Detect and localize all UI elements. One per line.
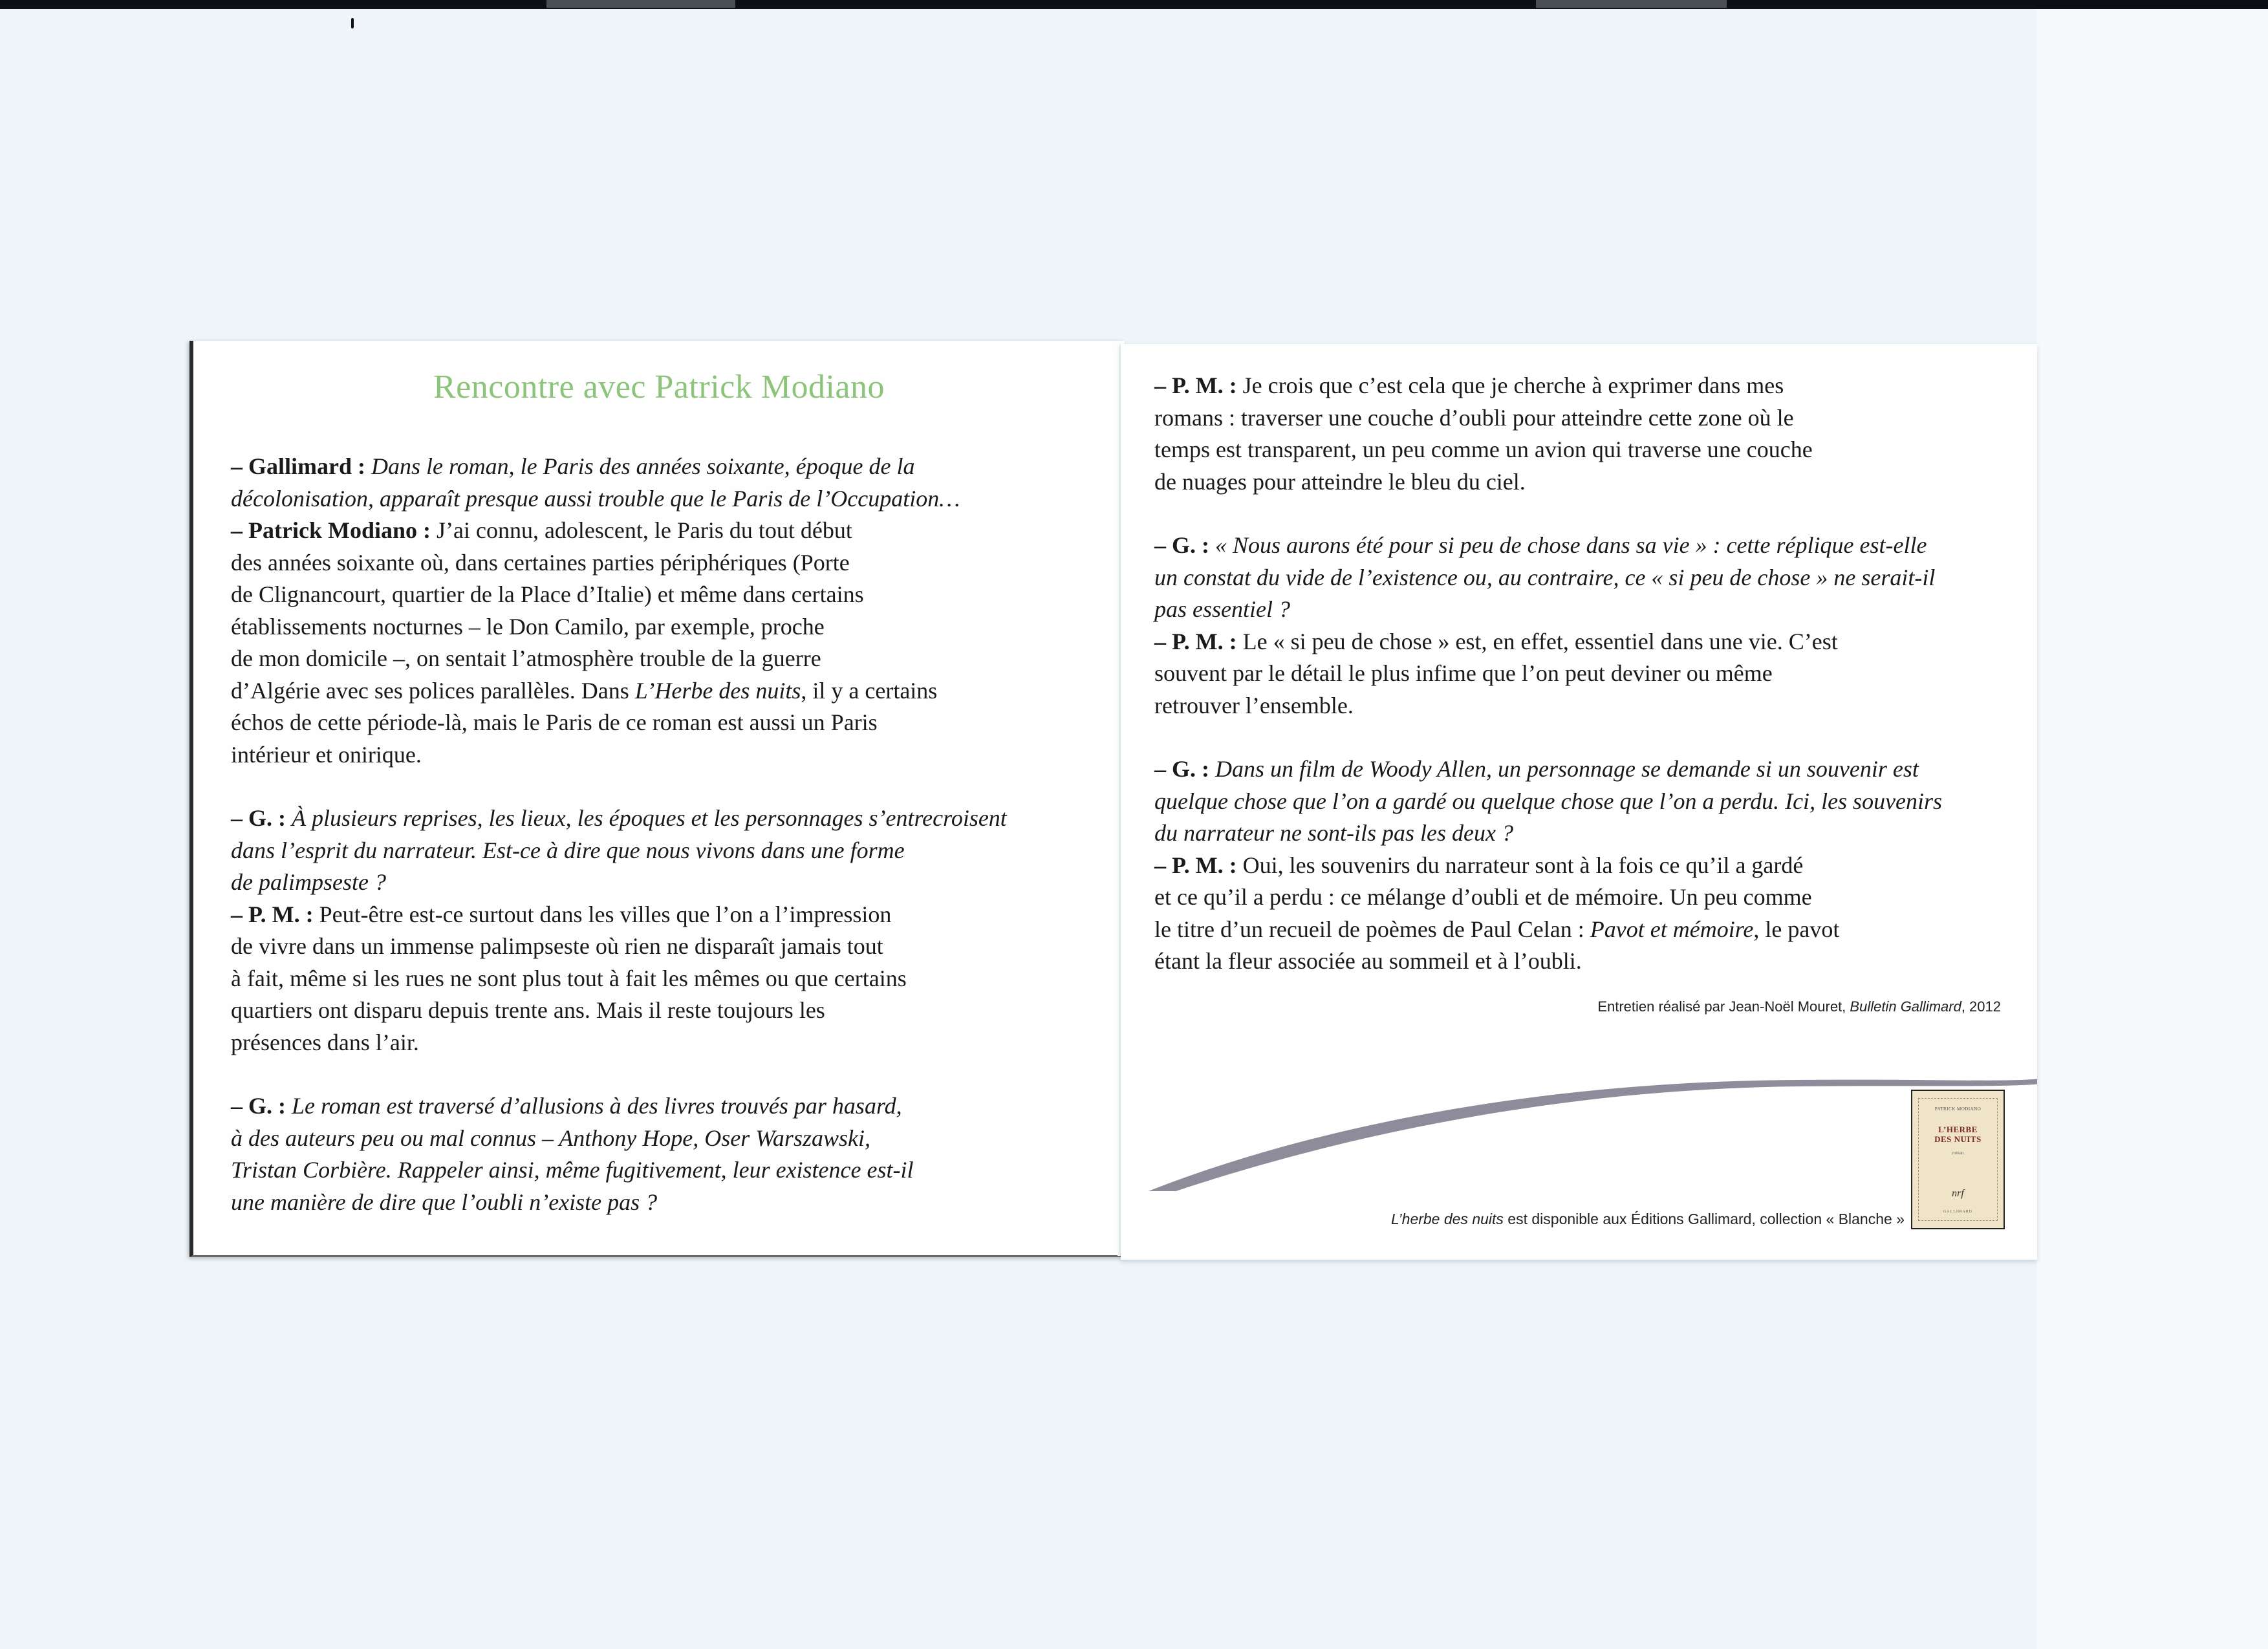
text-line (1154, 690, 2021, 722)
paragraph-gap (231, 771, 1110, 803)
text-line (231, 483, 1110, 515)
speaker-label: – P. M. : (1154, 852, 1243, 878)
text-line (231, 995, 1110, 1027)
credit-suffix: , 2012 (1961, 998, 2001, 1015)
speaker-label: – Gallimard : (231, 453, 371, 479)
book-author: PATRICK MODIANO (1934, 1106, 1982, 1112)
text-segment: des années soixante où, dans certaines parties périphériques (Porte (231, 549, 850, 576)
italic-text: dans l’esprit du narrateur. Est-ce à dire que nous vivons dans une forme (231, 837, 905, 863)
speaker-label: – P. M. : (1154, 372, 1243, 398)
left-page (189, 341, 1125, 1257)
speaker-label: – P. M. : (231, 901, 319, 927)
text-segment: Peut-être est-ce surtout dans les villes que l’on a l’impression (319, 901, 892, 927)
text-segment: souvent par le détail le plus infime que l’on peut deviner ou même (1154, 660, 1773, 686)
text-segment: Je crois que c’est cela que je cherche à exprimer dans mes (1242, 372, 1784, 398)
text-line (1154, 402, 2021, 435)
scanner-edge-bar (0, 0, 2268, 9)
text-segment: intérieur et onirique. (231, 741, 422, 768)
text-segment: temps est transparent, un peu comme un avion qui traverse une couche (1154, 436, 1813, 462)
scanner-background (2037, 9, 2268, 1649)
text-line (231, 707, 1110, 739)
text-line (231, 611, 1110, 643)
italic-text: L’Herbe des nuits (634, 677, 801, 704)
text-segment: , le pavot (1753, 916, 1840, 942)
text-line (231, 643, 1110, 675)
speaker-label: – G. : (1154, 532, 1215, 558)
text-segment: de nuages pour atteindre le bleu du ciel. (1154, 468, 1526, 495)
italic-text: du narrateur ne sont-ils pas les deux ? (1154, 820, 1513, 846)
text-line (1154, 466, 2021, 499)
availability-note (1391, 1211, 1905, 1228)
speaker-label: – P. M. : (1154, 628, 1243, 654)
speaker-label: – Patrick Modiano : (231, 517, 437, 543)
italic-text: Dans un film de Woody Allen, un personnage se demande si un souvenir est (1215, 756, 1919, 782)
book-publisher: GALLIMARD (1943, 1210, 1972, 1214)
text-line (1154, 850, 2021, 882)
text-segment: Oui, les souvenirs du narrateur sont à la fois ce qu’il a gardé (1242, 852, 1804, 878)
text-line (231, 739, 1110, 771)
text-line (231, 1123, 1110, 1155)
text-line (231, 675, 1110, 707)
text-segment: de vivre dans un immense palimpseste où rien ne disparaît jamais tout (231, 933, 883, 959)
text-line (1154, 530, 2021, 562)
text-line (1154, 562, 2021, 594)
text-line (1154, 753, 2021, 786)
text-segment: établissements nocturnes – le Don Camilo, par exemple, proche (231, 613, 825, 640)
text-line (1154, 370, 2021, 402)
text-segment: , il y a certains (801, 677, 938, 704)
italic-text: décolonisation, apparaît presque aussi trouble que le Paris de l’Occupation… (231, 485, 960, 512)
text-segment: de mon domicile –, on sentait l’atmosphère trouble de la guerre (231, 645, 821, 671)
text-segment: romans : traverser une couche d’oubli pour atteindre cette zone où le (1154, 404, 1794, 431)
book-title (1912, 1125, 2003, 1144)
text-line (1154, 914, 2021, 946)
availability-book-title: L’herbe des nuits (1391, 1211, 1504, 1227)
text-segment: échos de cette période-là, mais le Paris de ce roman est aussi un Paris (231, 709, 878, 735)
text-line (1154, 817, 2021, 850)
italic-text: « Nous aurons été pour si peu de chose dans sa vie » : cette réplique est-elle (1215, 532, 1927, 558)
text-segment: et ce qu’il a perdu : ce mélange d’oubli et de mémoire. Un peu comme (1154, 884, 1812, 910)
text-line (231, 1090, 1110, 1123)
paragraph-gap (1154, 498, 2021, 530)
italic-text: un constat du vide de l’existence ou, au contraire, ce « si peu de chose » ne serait-il (1154, 564, 1936, 590)
book-genre: roman (1952, 1150, 1964, 1156)
text-line (231, 931, 1110, 963)
italic-text: À plusieurs reprises, les lieux, les époques et les personnages s’entrecroisent (292, 805, 1007, 831)
scan-dust-mark (351, 18, 354, 28)
text-line (1154, 434, 2021, 466)
text-segment: à fait, même si les rues ne sont plus tout à fait les mêmes ou que certains (231, 965, 907, 991)
interview-credit (1597, 998, 2001, 1015)
paragraph-gap (231, 1059, 1110, 1090)
text-line (231, 1154, 1110, 1187)
text-line (231, 451, 1110, 483)
text-line (1154, 945, 2021, 978)
credit-publication: Bulletin Gallimard (1850, 998, 1961, 1015)
text-line (1154, 626, 2021, 658)
text-line (231, 1187, 1110, 1219)
nrf-logo-icon: nrf (1952, 1188, 1964, 1199)
text-line (231, 1027, 1110, 1059)
credit-prefix: Entretien réalisé par Jean-Noël Mouret, (1597, 998, 1850, 1015)
right-page (1121, 344, 2037, 1260)
text-line (231, 547, 1110, 579)
text-segment: présences dans l’air. (231, 1029, 419, 1055)
text-segment: le titre d’un recueil de poèmes de Paul Celan : (1154, 916, 1590, 942)
text-segment: retrouver l’ensemble. (1154, 692, 1354, 718)
paragraph-gap (1154, 722, 2021, 753)
book-title-line2: DES NUITS (1934, 1134, 1982, 1144)
interview-text-left (231, 451, 1110, 1218)
text-line (231, 515, 1110, 547)
text-line (1154, 881, 2021, 914)
speaker-label: – G. : (231, 805, 292, 831)
speaker-label: – G. : (1154, 756, 1215, 782)
text-line (1154, 786, 2021, 818)
text-line (231, 803, 1110, 835)
italic-text: quelque chose que l’on a gardé ou quelque chose que l’on a perdu. Ici, les souvenirs (1154, 788, 1943, 814)
availability-text: est disponible aux Éditions Gallimard, collection « Blanche » (1503, 1211, 1905, 1227)
text-segment: Le « si peu de chose » est, en effet, essentiel dans une vie. C’est (1242, 628, 1838, 654)
page-title: Rencontre avec Patrick Modiano (433, 369, 885, 405)
italic-text: à des auteurs peu ou mal connus – Anthony Hope, Oser Warszawski, (231, 1125, 870, 1151)
book-cover-frame (1918, 1098, 1998, 1221)
text-segment: J’ai connu, adolescent, le Paris du tout début (436, 517, 852, 543)
text-line (231, 579, 1110, 611)
text-line (231, 963, 1110, 995)
text-line (1154, 594, 2021, 626)
decorative-swoosh (1121, 1049, 2037, 1191)
text-segment: quartiers ont disparu depuis trente ans. Mais il reste toujours les (231, 997, 825, 1023)
text-line (231, 899, 1110, 931)
italic-text: pas essentiel ? (1154, 596, 1290, 622)
italic-text: Pavot et mémoire (1590, 916, 1754, 942)
text-line (231, 835, 1110, 867)
italic-text: une manière de dire que l’oubli n’existe pas ? (231, 1189, 658, 1215)
text-line (1154, 658, 2021, 690)
scanner-edge-patch (1536, 0, 1727, 8)
text-segment: d’Algérie avec ses polices parallèles. Dans (231, 677, 635, 704)
scanner-edge-patch (546, 0, 735, 8)
italic-text: Dans le roman, le Paris des années soixante, époque de la (371, 453, 915, 479)
italic-text: de palimpseste ? (231, 869, 386, 895)
book-title-line1: L’HERBE (1938, 1125, 1978, 1134)
book-cover-image (1911, 1090, 2005, 1229)
italic-text: Tristan Corbière. Rappeler ainsi, même fugitivement, leur existence est-il (231, 1157, 914, 1183)
speaker-label: – G. : (231, 1093, 292, 1119)
text-segment: de Clignancourt, quartier de la Place d’Italie) et même dans certains (231, 581, 864, 607)
text-line (231, 867, 1110, 899)
interview-text-right (1154, 370, 2021, 978)
text-segment: étant la fleur associée au sommeil et à l’oubli. (1154, 948, 1582, 974)
italic-text: Le roman est traversé d’allusions à des livres trouvés par hasard, (292, 1093, 902, 1119)
